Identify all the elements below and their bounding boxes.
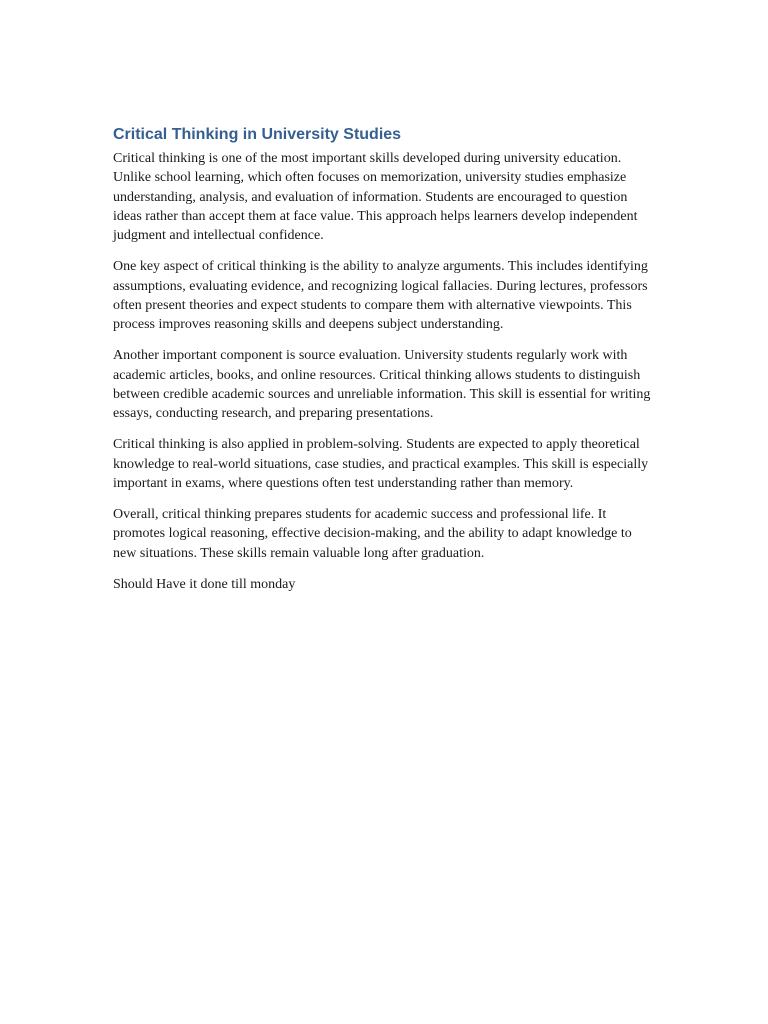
paragraph-note: Should Have it done till monday [113, 576, 296, 592]
paragraph-problem-solving: Critical thinking is also applied in problem-solving. Students are expected to apply theoretical knowledge to real-world situations, case studies, and practical examples. This skill is especially important in exams, where questions often test understanding rather than memory. [113, 437, 649, 491]
document-title: Critical Thinking in University Studies [113, 126, 402, 143]
paragraph-intro: Critical thinking is one of the most important skills developed during university education. Unlike school learning, which often focuses on memorization, university studies emphasize understanding, analysis, and evaluation of information. Students are encouraged to question ideas rather than accept them at face value. This approach helps learners develop independent judgment and intellectual confidence. [113, 151, 638, 243]
paragraph-arguments: One key aspect of critical thinking is the ability to analyze arguments. This includes identifying assumptions, evaluating evidence, and recognizing logical fallacies. During lectures, professors often present theories and expect students to compare them with alternative viewpoints. This process improves reasoning skills and deepens subject understanding. [113, 259, 648, 332]
document-body [113, 124, 658, 606]
paragraph-source-evaluation: Another important component is source evaluation. University students regularly work with academic articles, books, and online resources. Critical thinking allows students to distinguish between credible academic sources and unreliable information. This skill is essential for writing essays, conducting research, and preparing presentations. [113, 348, 651, 421]
paragraph-conclusion: Overall, critical thinking prepares students for academic success and professional life. It promotes logical reasoning, effective decision-making, and the ability to adapt knowledge to new situations. These skills remain valuable long after graduation. [113, 507, 632, 561]
